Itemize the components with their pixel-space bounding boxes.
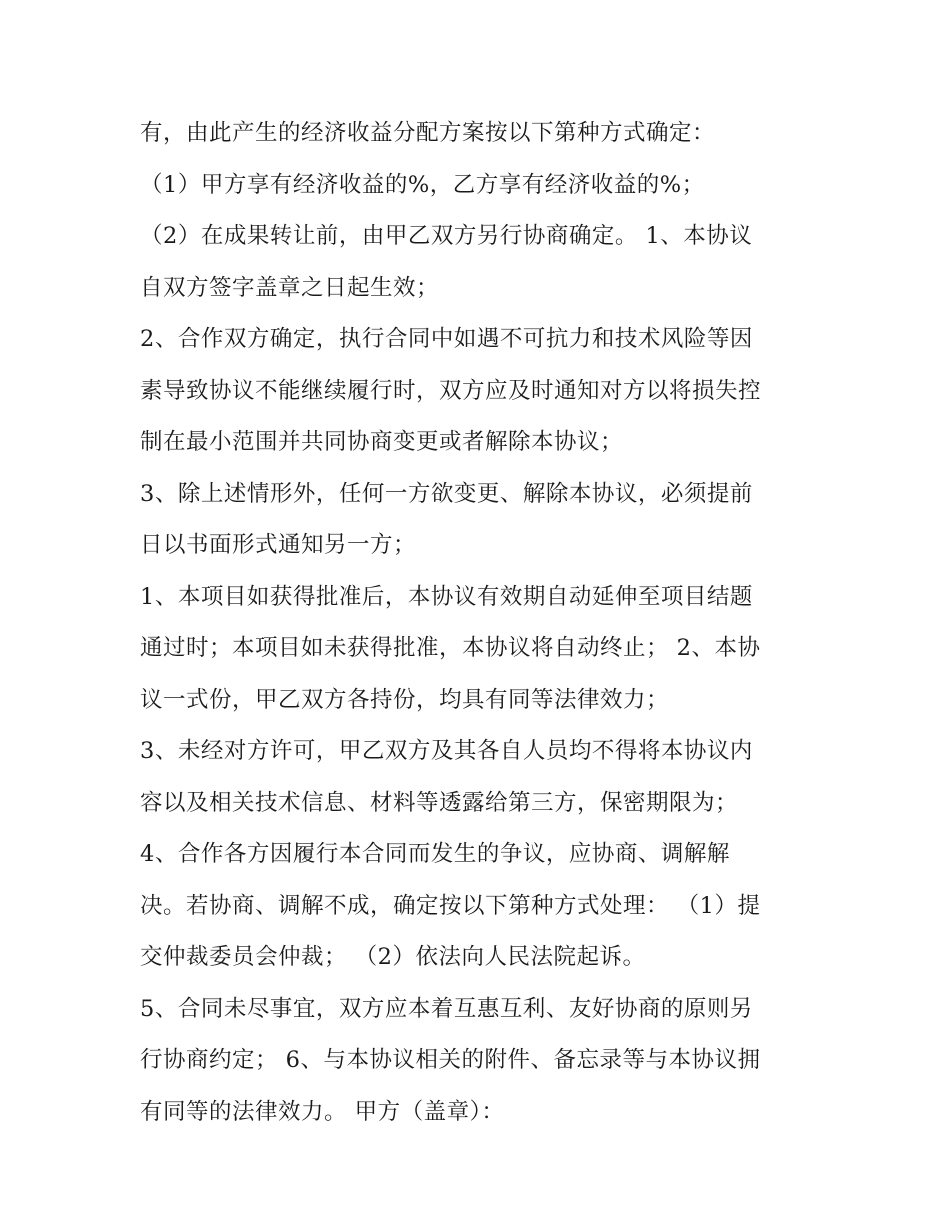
text-line: （1）甲方享有经济收益的%，乙方享有经济收益的%；	[140, 171, 705, 198]
text-line: 3、未经对方许可，甲乙双方及其各自人员均不得将本协议内	[140, 738, 753, 764]
document-body	[140, 108, 830, 1138]
text-line: 行协商约定； 6、与本协议相关的附件、备忘录等与本协议拥	[140, 1047, 761, 1073]
text-line: 素导致协议不能继续履行时，双方应及时通知对方以将损失控	[140, 377, 762, 404]
text-line: 5、合同未尽事宜，双方应本着互惠互利、友好协商的原则另	[140, 995, 753, 1022]
text-line: 1、本项目如获得批准后，本协议有效期自动延伸至项目结题	[140, 583, 753, 610]
text-line: 议一式份，甲乙双方各持份，均具有同等法律效力；	[140, 686, 670, 713]
text-line: 2、合作双方确定，执行合同中如遇不可抗力和技术风险等因	[140, 326, 753, 352]
text-line: 制在最小范围并共同协商变更或者解除本协议；	[140, 429, 624, 455]
text-line: 3、除上述情形外，任何一方欲变更、解除本协议，必须提前	[140, 480, 753, 507]
text-line: 容以及相关技术信息、材料等透露给第三方，保密期限为；	[140, 789, 739, 816]
text-line: （2）在成果转让前，由甲乙双方另行协商确定。 1、本协议	[140, 223, 753, 249]
text-line: 有，由此产生的经济收益分配方案按以下第种方式确定：	[140, 120, 716, 146]
text-line: 4、合作各方因履行本合同而发生的争议，应协商、调解解	[140, 841, 730, 867]
text-line: 有同等的法律效力。 甲方（盖章）：	[140, 1098, 505, 1125]
text-line: 决。若协商、调解不成，确定按以下第种方式处理： （1）提	[140, 892, 761, 919]
text-line: 自双方签字盖章之日起生效；	[140, 274, 440, 301]
text-line: 通过时；本项目如未获得批准，本协议将自动终止； 2、本协	[140, 635, 761, 661]
text-line: 日以书面形式通知另一方；	[140, 532, 417, 558]
text-line: 交仲裁委员会仲裁； （2）依法向人民法院起诉。	[140, 944, 646, 970]
